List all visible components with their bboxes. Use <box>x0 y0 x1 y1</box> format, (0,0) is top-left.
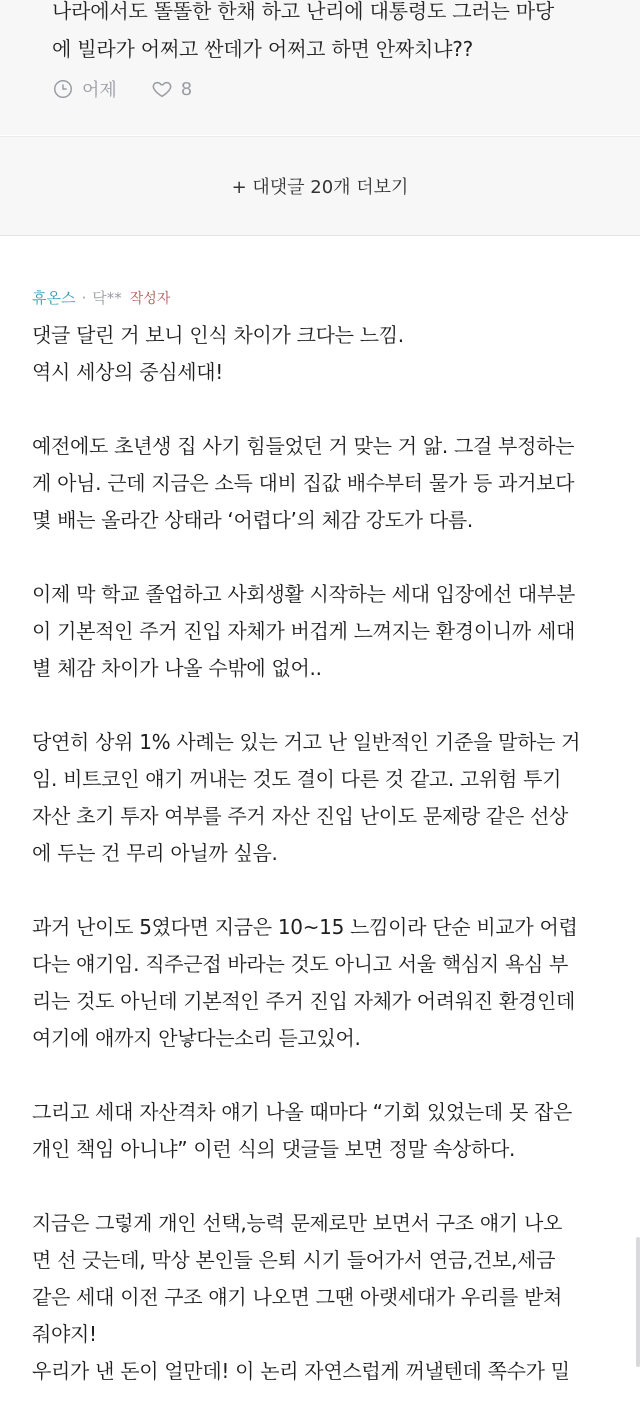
reply-paragraph: 이제 막 학교 졸업하고 사회생활 시작하는 세대 입장에선 대부분 이 기본적인 주거 진입 자체가 버겁게 느껴지는 환경이니까 세대 별 체감 차이가 나올 수밖에 없어.. <box>32 582 575 680</box>
separator-dot: · <box>81 288 87 307</box>
comment-time: 어제 <box>82 80 117 101</box>
scrollbar[interactable] <box>636 1237 640 1367</box>
more-replies-button[interactable] <box>0 136 640 236</box>
reply-comment <box>0 237 640 1383</box>
previous-comment <box>0 0 640 135</box>
like-count: 8 <box>180 78 193 100</box>
more-replies-label: + 대댓글 20개 더보기 <box>231 177 409 198</box>
clock-icon <box>52 78 74 100</box>
previous-comment-meta <box>52 76 192 102</box>
reply-author[interactable]: 휴온스 <box>32 289 76 307</box>
reply-header <box>32 287 170 308</box>
reply-nickname: 닥** <box>92 289 122 307</box>
reply-paragraph: 지금은 그렇게 개인 선택,능력 문제로만 보면서 구조 얘기 나오 면 선 긋는데, 막상 본인들 은퇴 시기 들어가서 연금,건보,세금 같은 세대 이전 구조 얘기 나오면 그땐 아랫세대가 우리를 받쳐 줘야지! 우리가 낸 돈이 얼만데! 이 논리 자연스럽게 꺼낼텐데 쪽수가 밀 <box>32 1211 570 1383</box>
reply-body <box>32 317 622 1427</box>
reply-paragraph: 그리고 세대 자산격차 얘기 나올 때마다 “기회 있었는데 못 잡은 개인 책임 아니냐” 이런 식의 댓글들 보면 정말 속상하다. <box>32 1100 573 1161</box>
heart-icon[interactable] <box>151 78 173 100</box>
reply-paragraph: 당연히 상위 1% 사례는 있는 거고 난 일반적인 기준을 말하는 거 임. 비트코인 얘기 꺼내는 것도 결이 다른 것 같고. 고위험 투기 자산 초기 투자 여부를 주거 자산 진입 난이도 문제랑 같은 선상 에 두는 건 무리 아닐까 싶음. <box>32 730 581 865</box>
previous-comment-text: 나라에서도 똘똘한 한채 하고 난리에 대통령도 그러는 마당 에 빌라가 어쩌고 싼데가 어쩌고 하면 안짜치냐?? <box>52 0 554 61</box>
reply-paragraph: 댓글 달린 거 보니 인식 차이가 크다는 느낌. 역시 세상의 중심세대! <box>32 323 404 384</box>
reply-paragraph: 과거 난이도 5였다면 지금은 10~15 느낌이라 단순 비교가 어렵 다는 얘기임. 직주근접 바라는 것도 아니고 서울 핵심지 욕심 부 리는 것도 아닌데 기본적인 주거 진입 자체가 어려워진 환경인데 여기에 애까지 안낳다는소리 듣고있어. <box>32 915 578 1050</box>
writer-badge: 작성자 <box>129 290 171 307</box>
reply-paragraph: 예전에도 초년생 집 사기 힘들었던 거 맞는 거 앎. 그걸 부정하는 게 아님. 근데 지금은 소득 대비 집값 배수부터 물가 등 과거보다 몇 배는 올라간 상태라 ‘어렵다’의 체감 강도가 다름. <box>32 434 575 532</box>
